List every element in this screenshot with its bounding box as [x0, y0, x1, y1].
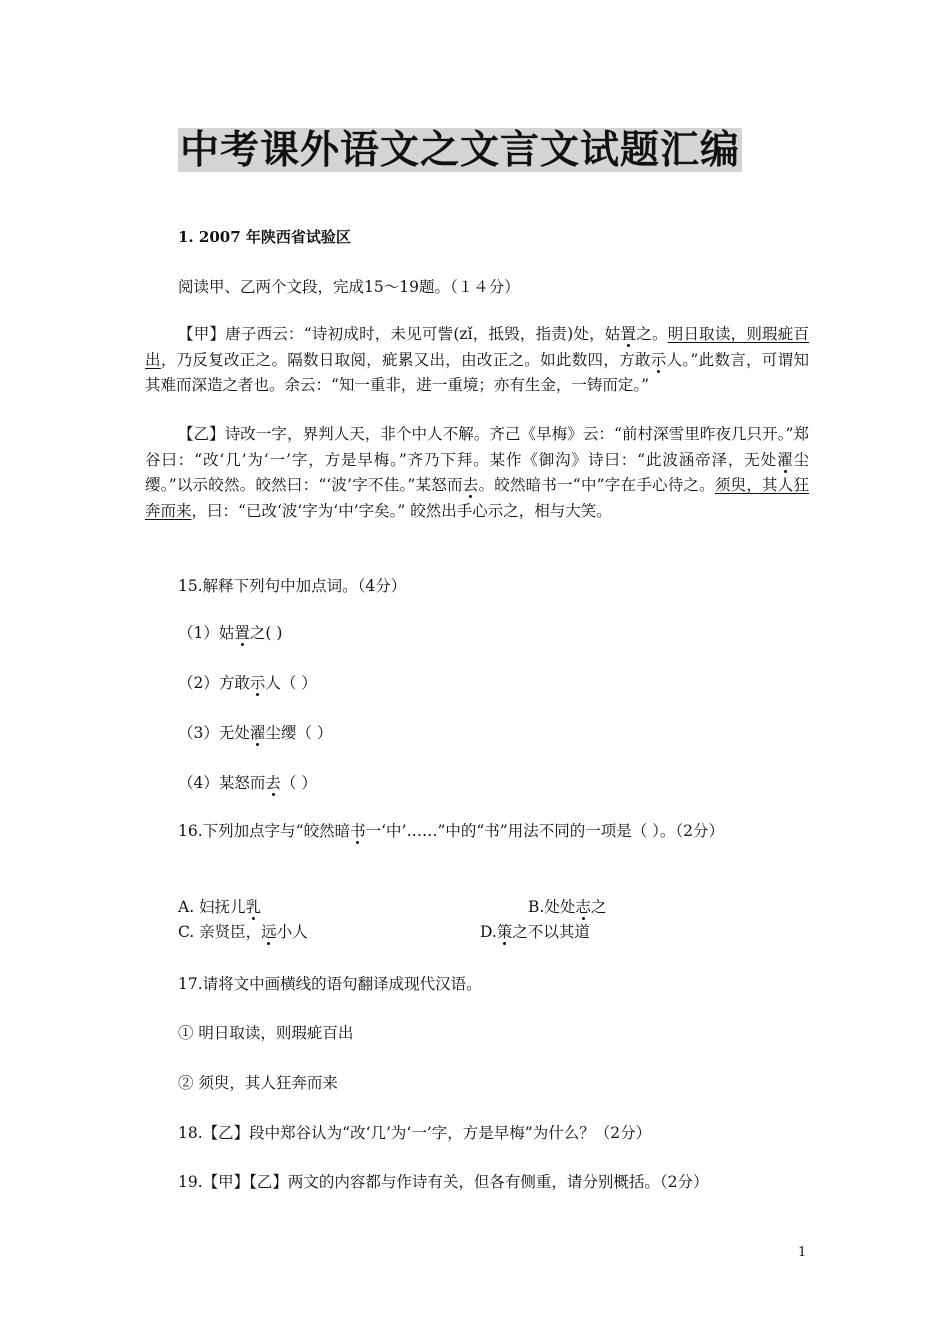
item-text: （1）姑 [178, 624, 235, 642]
dotted-word: 去 [265, 774, 281, 792]
dotted-word: 示 [249, 674, 266, 692]
question-15-item [178, 722, 332, 744]
dotted-word: 策 [496, 923, 513, 941]
question-15-item [178, 772, 317, 794]
item-text: （3）无处 [178, 724, 250, 742]
question-16-stem [145, 819, 809, 845]
option-a [178, 896, 261, 918]
passage-yi [145, 422, 809, 524]
passage-yi-text: ，曰：“已改‘波’字为‘中’字矣。” 皎然出手心示之，相与大笑。 [191, 501, 612, 520]
item-text: 人（ ） [265, 674, 317, 692]
question-text: 16.下列加点字与“皎然暗 [178, 822, 351, 840]
passage-jia-text: ，乃反复改正之。隔数日取阅，疵累又出，由改正之。如此数四，方敢 [160, 350, 651, 369]
page-title: 中考课外语文之文言文试题汇编 [180, 127, 741, 173]
passage-jia-text: 之。 [636, 325, 668, 343]
passage-yi-text: 尘缨。”以示皎然。皎然曰：“‘波’字不佳。”某怒而 [145, 450, 809, 494]
option-b [528, 896, 606, 918]
passage-yi-text: 。皎然暗书一“中”字在手心待之。 [478, 476, 715, 494]
question-15-item [178, 672, 317, 694]
passage-jia-text: 人。”此数言，可谓知其难而深造之者也。余云：“知一重非，进一重境；亦有生金，一铸而定。” [145, 350, 809, 394]
underlined-sentence: 须臾，其人狂奔而来 [145, 476, 809, 520]
option-text: D. [480, 923, 497, 941]
option-text: 小人 [276, 923, 308, 941]
dotted-word: 置 [234, 624, 250, 642]
option-d [480, 921, 590, 943]
passage-jia [145, 322, 809, 399]
dotted-word: 濯 [249, 724, 266, 742]
translation-sentence-2: ② 须臾，其人狂奔而来 [178, 1074, 338, 1092]
passage-jia-text: 【甲】唐子西云：“诗初成时，未见可訾(zǐ，抵毁，指责)处，姑 [178, 325, 621, 343]
dotted-word: 乳 [245, 898, 262, 916]
dotted-word: 濯 [777, 450, 794, 469]
dotted-word: 置 [620, 325, 637, 343]
item-text: 之( ) [249, 624, 283, 642]
option-text: C. 亲贤臣， [178, 923, 262, 941]
question-15-stem: 15.解释下列句中加点词。（4分） [178, 577, 407, 595]
option-text: 之 [590, 898, 607, 916]
question-18: 18.【乙】段中郑谷认为“改‘几’为‘一’字，方是早梅”为什么？（2分） [178, 1124, 652, 1142]
page-number: 1 [798, 1245, 807, 1260]
option-c [178, 921, 308, 943]
item-text: （4）某怒而 [178, 774, 266, 792]
question-15-item [178, 622, 282, 644]
dotted-word: 示 [650, 350, 667, 369]
question-text: 一‘中’……”中的“书”用法不同的一项是（ ）。（2分） [365, 822, 725, 840]
dotted-word: 去 [462, 476, 479, 494]
dotted-word: 远 [261, 923, 277, 941]
item-text: （2）方敢 [178, 674, 250, 692]
question-17-stem: 17.请将文中画横线的语句翻译成现代汉语。 [178, 975, 482, 993]
passage-yi-text: 【乙】诗改一字，界判人天，非个中人不解。齐己《早梅》云：“前村深雪里昨夜几只开。”郑谷曰：“改‘几’为‘一’字，方是早梅。”齐乃下拜。某作《御沟》诗曰：“此波涵帝泽，无处 [145, 425, 809, 469]
question-19: 19.【甲】【乙】两文的内容都与作诗有关，但各有侧重，请分别概括。（2分） [178, 1173, 709, 1191]
option-text: B.处处 [528, 898, 576, 916]
underlined-sentence: 明日取读，则瑕疵百出 [145, 325, 809, 369]
section-heading: 1. 2007 年陕西省试验区 [178, 228, 351, 246]
option-text: A. 妇抚儿 [178, 898, 246, 916]
translation-sentence-1: ① 明日取读，则瑕疵百出 [178, 1024, 354, 1042]
option-text: 之不以其道 [512, 923, 590, 941]
dotted-word: 志 [575, 898, 591, 916]
dotted-word: 书 [350, 822, 366, 840]
item-text: 尘缨（ ） [265, 724, 333, 742]
item-text: （ ） [280, 774, 317, 792]
reading-instruction: 阅读甲、乙两个文段，完成15～19题。（１４分） [178, 278, 520, 296]
